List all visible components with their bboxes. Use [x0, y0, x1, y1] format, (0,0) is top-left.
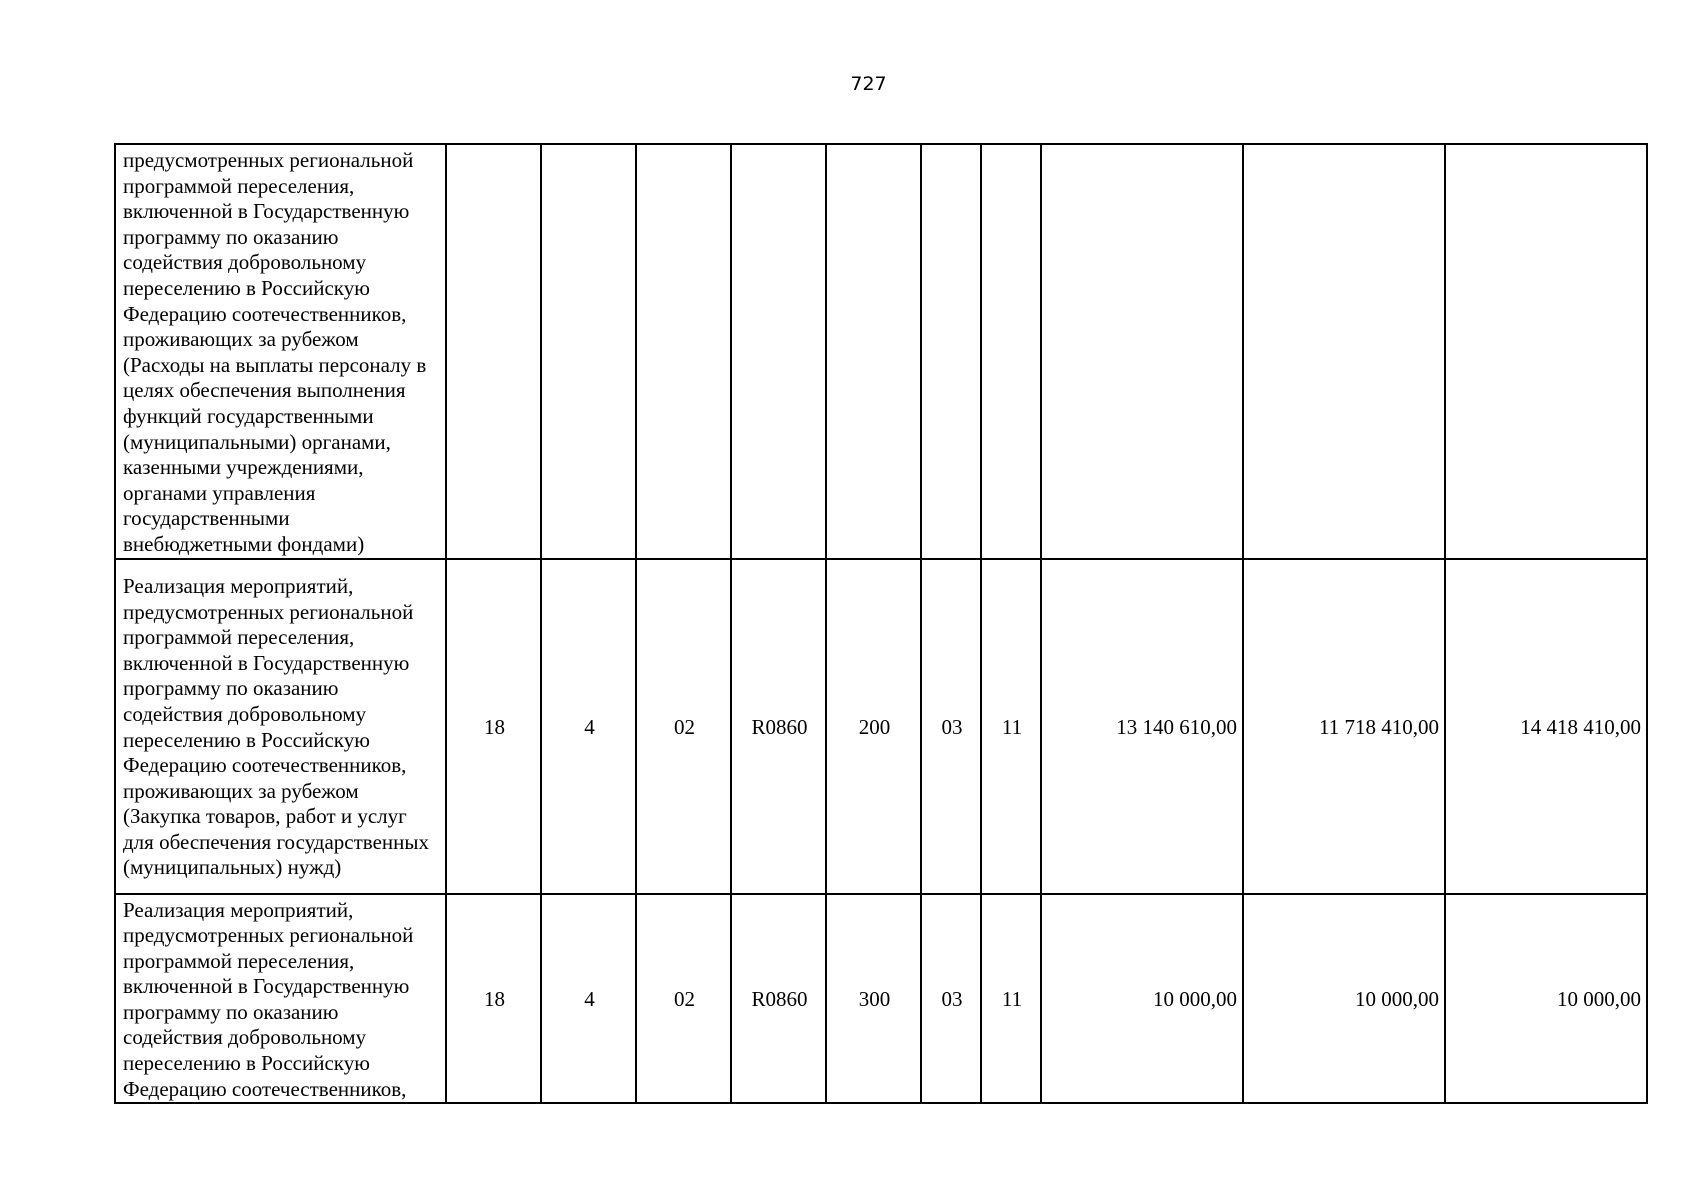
amount-year-3 [1445, 144, 1647, 559]
direction-code: R0860 [731, 894, 826, 1104]
amount-year-1: 13 140 610,00 [1041, 559, 1243, 894]
subsection-code: 11 [981, 559, 1041, 894]
direction-code: R0860 [731, 559, 826, 894]
expense-description: Реализация мероприятий, предусмотренных региональной программой переселения, включенной в Государственную программу по оказанию содействия добровольному переселению в Российскую Федерацию соотечественников, проживающих за рубежом (Закупка товаров, работ и услуг для обеспечения государственных (муниципальных) нужд) [115, 559, 446, 894]
section-code [921, 144, 981, 559]
page-number: 727 [850, 73, 887, 95]
subsection-code: 11 [981, 894, 1041, 1104]
amount-year-2 [1243, 144, 1445, 559]
expense-type-code [826, 144, 921, 559]
amount-year-3: 10 000,00 [1445, 894, 1647, 1104]
event-code: 02 [636, 894, 731, 1104]
expense-type-code: 300 [826, 894, 921, 1104]
expense-type-code: 200 [826, 559, 921, 894]
amount-year-1 [1041, 144, 1243, 559]
direction-code [731, 144, 826, 559]
program-code: 18 [446, 559, 541, 894]
amount-year-1: 10 000,00 [1041, 894, 1243, 1104]
subsection-code [981, 144, 1041, 559]
table-row [115, 144, 1647, 559]
subprogram-code [541, 144, 636, 559]
event-code [636, 144, 731, 559]
amount-year-3: 14 418 410,00 [1445, 559, 1647, 894]
section-code: 03 [921, 559, 981, 894]
table-row [115, 894, 1647, 1104]
program-code: 18 [446, 894, 541, 1104]
table-row [115, 559, 1647, 894]
amount-year-2: 11 718 410,00 [1243, 559, 1445, 894]
expense-description: Реализация мероприятий, предусмотренных региональной программой переселения, включенной в Государственную программу по оказанию содействия добровольному переселению в Российскую Федерацию соотечественников, [115, 894, 446, 1104]
program-code [446, 144, 541, 559]
event-code: 02 [636, 559, 731, 894]
section-code: 03 [921, 894, 981, 1104]
subprogram-code: 4 [541, 894, 636, 1104]
budget-table [114, 143, 1648, 1104]
subprogram-code: 4 [541, 559, 636, 894]
expense-description: предусмотренных региональной программой переселения, включенной в Государственную программу по оказанию содействия добровольному переселению в Российскую Федерацию соотечественников, проживающих за рубежом (Расходы на выплаты персоналу в целях обеспечения выполнения функций государственными (муниципальными) органами, казенными учреждениями, органами управления государственными внебюджетными фондами) [115, 144, 446, 559]
amount-year-2: 10 000,00 [1243, 894, 1445, 1104]
